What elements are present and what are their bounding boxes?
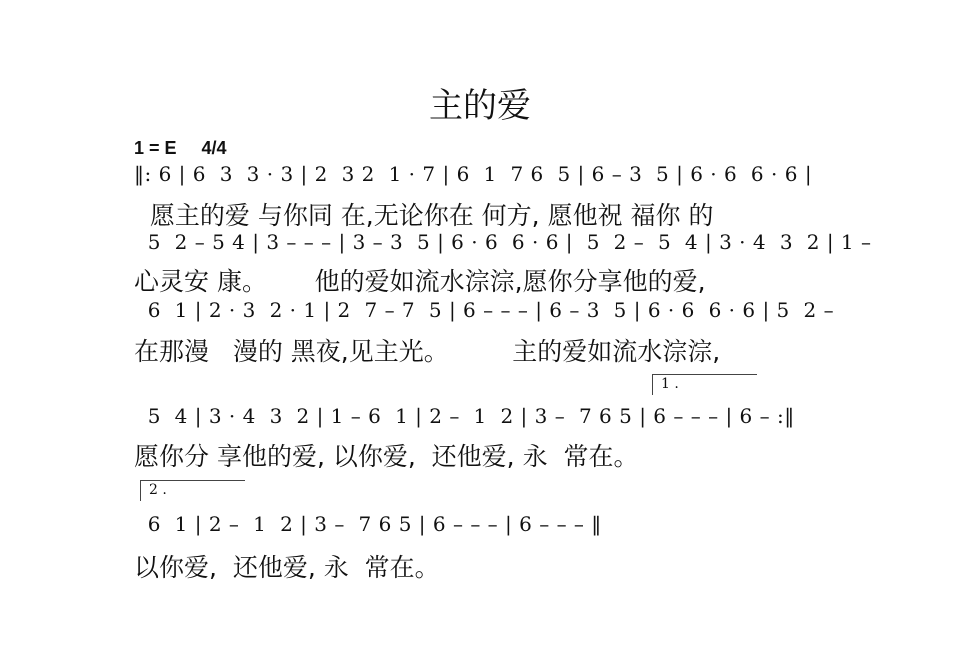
- first-ending-label: 1 .: [661, 376, 679, 392]
- notation-line-2: 5 2 – 5 4 | 3 – – – | 3 – 3 5 | 6 · 6 6 · 6 | 5 2 – 5 4 | 3 · 4 3 2 | 1 –: [134, 230, 872, 254]
- lyrics-line-3: 在那漫 漫的 黑夜,见主光。 主的爱如流水淙淙,: [134, 337, 721, 366]
- lyrics-line-4: 愿你分 享他的爱, 以你爱, 还他爱, 永 常在。: [134, 442, 639, 471]
- notation-line-5: 6 1 | 2 – 1 2 | 3 – 7 6 5 | 6 – – – | 6 – – – ‖: [134, 512, 602, 536]
- second-ending-label: 2 .: [149, 482, 167, 498]
- notation-line-1: ‖: 6 | 6 3 3 · 3 | 2 3 2 1 · 7 | 6 1 7 6 5 | 6 – 3 5 | 6 · 6 6 · 6 |: [134, 162, 813, 186]
- notation-line-4: 5 4 | 3 · 4 3 2 | 1 – 6 1 | 2 – 1 2 | 3 – 7 6 5 | 6 – – – | 6 – :‖: [134, 404, 795, 428]
- lyrics-line-5: 以你爱, 还他爱, 永 常在。: [134, 553, 440, 582]
- lyrics-line-2: 心灵安 康。 他的爱如流水淙淙,愿你分享他的爱,: [134, 267, 706, 296]
- first-ending-bracket: [652, 374, 757, 395]
- second-ending-bracket: [140, 480, 245, 501]
- song-title: 主的爱: [429, 86, 531, 126]
- lyrics-line-1: 愿主的爱 与你同 在,无论你在 何方, 愿他祝 福你 的: [134, 201, 714, 230]
- notation-line-3: 6 1 | 2 · 3 2 · 1 | 2 7 – 7 5 | 6 – – – | 6 – 3 5 | 6 · 6 6 · 6 | 5 2 –: [134, 298, 835, 322]
- key-signature: 1 = E 4/4: [134, 138, 227, 158]
